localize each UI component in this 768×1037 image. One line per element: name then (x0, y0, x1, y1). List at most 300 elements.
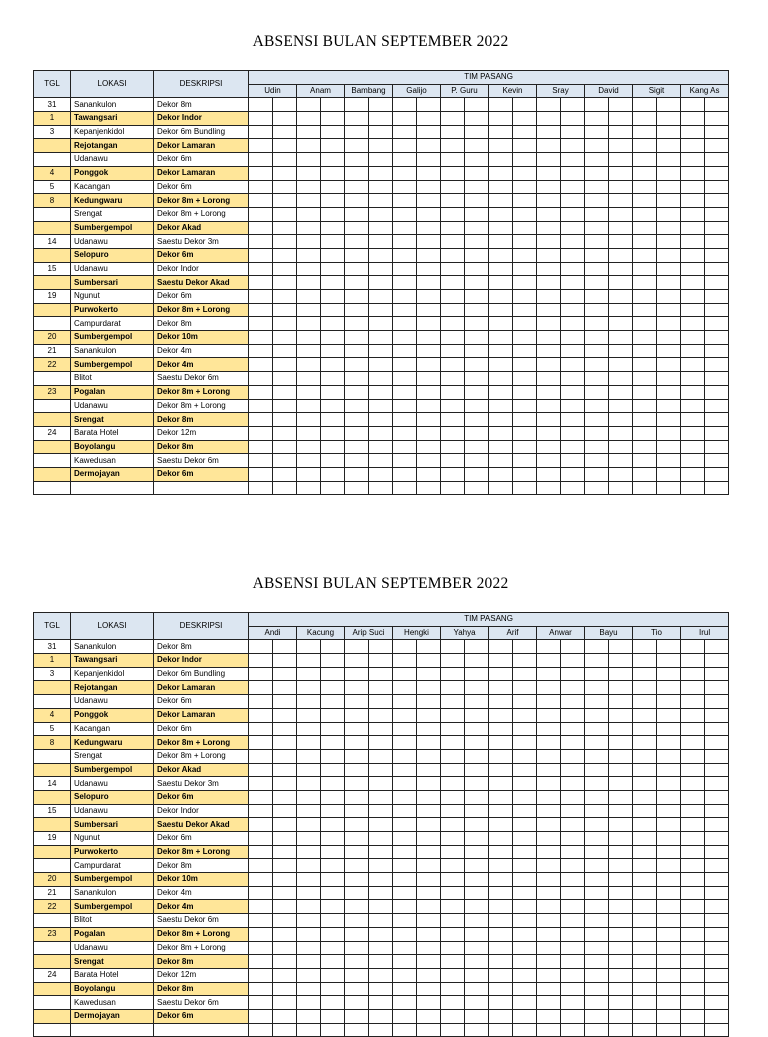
attendance-cell[interactable] (249, 968, 273, 982)
attendance-cell[interactable] (465, 955, 489, 969)
attendance-cell[interactable] (705, 344, 729, 358)
attendance-cell[interactable] (273, 481, 297, 495)
attendance-cell[interactable] (273, 454, 297, 468)
attendance-cell[interactable] (417, 736, 441, 750)
attendance-cell[interactable] (465, 125, 489, 139)
attendance-cell[interactable] (705, 467, 729, 481)
attendance-cell[interactable] (657, 276, 681, 290)
attendance-cell[interactable] (537, 968, 561, 982)
attendance-cell[interactable] (465, 695, 489, 709)
attendance-cell[interactable] (537, 790, 561, 804)
attendance-cell[interactable] (345, 955, 369, 969)
attendance-cell[interactable] (489, 303, 513, 317)
attendance-cell[interactable] (345, 873, 369, 887)
attendance-cell[interactable] (369, 290, 393, 304)
attendance-cell[interactable] (369, 221, 393, 235)
attendance-cell[interactable] (657, 139, 681, 153)
attendance-cell[interactable] (417, 454, 441, 468)
attendance-cell[interactable] (417, 317, 441, 331)
attendance-cell[interactable] (297, 859, 321, 873)
attendance-cell[interactable] (633, 98, 657, 112)
attendance-cell[interactable] (489, 667, 513, 681)
attendance-cell[interactable] (633, 290, 657, 304)
attendance-cell[interactable] (585, 180, 609, 194)
attendance-cell[interactable] (489, 845, 513, 859)
attendance-cell[interactable] (393, 955, 417, 969)
attendance-cell[interactable] (321, 955, 345, 969)
attendance-cell[interactable] (345, 290, 369, 304)
attendance-cell[interactable] (681, 303, 705, 317)
attendance-cell[interactable] (537, 749, 561, 763)
attendance-cell[interactable] (585, 262, 609, 276)
attendance-cell[interactable] (513, 112, 537, 126)
attendance-cell[interactable] (633, 426, 657, 440)
attendance-cell[interactable] (561, 426, 585, 440)
attendance-cell[interactable] (345, 139, 369, 153)
attendance-cell[interactable] (345, 98, 369, 112)
attendance-cell[interactable] (441, 166, 465, 180)
attendance-cell[interactable] (297, 736, 321, 750)
attendance-cell[interactable] (609, 180, 633, 194)
attendance-cell[interactable] (585, 804, 609, 818)
attendance-cell[interactable] (681, 262, 705, 276)
attendance-cell[interactable] (297, 385, 321, 399)
attendance-cell[interactable] (417, 763, 441, 777)
attendance-cell[interactable] (609, 413, 633, 427)
attendance-cell[interactable] (345, 276, 369, 290)
attendance-cell[interactable] (489, 695, 513, 709)
attendance-cell[interactable] (657, 372, 681, 386)
attendance-cell[interactable] (249, 996, 273, 1010)
attendance-cell[interactable] (657, 98, 681, 112)
attendance-cell[interactable] (321, 859, 345, 873)
attendance-cell[interactable] (369, 886, 393, 900)
attendance-cell[interactable] (417, 804, 441, 818)
attendance-cell[interactable] (489, 98, 513, 112)
attendance-cell[interactable] (465, 968, 489, 982)
attendance-cell[interactable] (345, 1009, 369, 1023)
attendance-cell[interactable] (681, 358, 705, 372)
attendance-cell[interactable] (657, 914, 681, 928)
attendance-cell[interactable] (561, 749, 585, 763)
attendance-cell[interactable] (657, 153, 681, 167)
attendance-cell[interactable] (681, 722, 705, 736)
attendance-cell[interactable] (441, 454, 465, 468)
attendance-cell[interactable] (633, 481, 657, 495)
attendance-cell[interactable] (297, 221, 321, 235)
attendance-cell[interactable] (369, 358, 393, 372)
attendance-cell[interactable] (345, 303, 369, 317)
attendance-cell[interactable] (345, 736, 369, 750)
attendance-cell[interactable] (681, 194, 705, 208)
attendance-cell[interactable] (465, 667, 489, 681)
attendance-cell[interactable] (369, 426, 393, 440)
attendance-cell[interactable] (609, 927, 633, 941)
attendance-cell[interactable] (633, 873, 657, 887)
attendance-cell[interactable] (249, 153, 273, 167)
attendance-cell[interactable] (633, 695, 657, 709)
attendance-cell[interactable] (609, 153, 633, 167)
attendance-cell[interactable] (465, 777, 489, 791)
attendance-cell[interactable] (633, 166, 657, 180)
attendance-cell[interactable] (609, 262, 633, 276)
attendance-cell[interactable] (321, 98, 345, 112)
attendance-cell[interactable] (585, 736, 609, 750)
attendance-cell[interactable] (489, 681, 513, 695)
attendance-cell[interactable] (249, 818, 273, 832)
attendance-cell[interactable] (489, 399, 513, 413)
attendance-cell[interactable] (417, 968, 441, 982)
attendance-cell[interactable] (273, 467, 297, 481)
attendance-cell[interactable] (513, 982, 537, 996)
attendance-cell[interactable] (537, 654, 561, 668)
attendance-cell[interactable] (705, 221, 729, 235)
attendance-cell[interactable] (345, 763, 369, 777)
attendance-cell[interactable] (633, 413, 657, 427)
attendance-cell[interactable] (705, 331, 729, 345)
attendance-cell[interactable] (297, 180, 321, 194)
attendance-cell[interactable] (489, 344, 513, 358)
attendance-cell[interactable] (705, 832, 729, 846)
attendance-cell[interactable] (633, 777, 657, 791)
attendance-cell[interactable] (657, 194, 681, 208)
attendance-cell[interactable] (297, 426, 321, 440)
attendance-cell[interactable] (249, 749, 273, 763)
attendance-cell[interactable] (681, 873, 705, 887)
attendance-cell[interactable] (297, 481, 321, 495)
attendance-cell[interactable] (249, 695, 273, 709)
attendance-cell[interactable] (393, 845, 417, 859)
attendance-cell[interactable] (705, 440, 729, 454)
attendance-cell[interactable] (393, 276, 417, 290)
attendance-cell[interactable] (585, 996, 609, 1010)
attendance-cell[interactable] (417, 886, 441, 900)
attendance-cell[interactable] (537, 112, 561, 126)
attendance-cell[interactable] (297, 399, 321, 413)
attendance-cell[interactable] (249, 982, 273, 996)
attendance-cell[interactable] (441, 125, 465, 139)
attendance-cell[interactable] (465, 804, 489, 818)
attendance-cell[interactable] (537, 667, 561, 681)
attendance-cell[interactable] (345, 235, 369, 249)
attendance-cell[interactable] (417, 914, 441, 928)
attendance-cell[interactable] (369, 440, 393, 454)
attendance-cell[interactable] (321, 790, 345, 804)
attendance-cell[interactable] (345, 640, 369, 654)
attendance-cell[interactable] (297, 303, 321, 317)
attendance-cell[interactable] (297, 790, 321, 804)
attendance-cell[interactable] (681, 276, 705, 290)
attendance-cell[interactable] (537, 303, 561, 317)
attendance-cell[interactable] (345, 166, 369, 180)
attendance-cell[interactable] (321, 736, 345, 750)
attendance-cell[interactable] (705, 968, 729, 982)
attendance-cell[interactable] (441, 262, 465, 276)
attendance-cell[interactable] (561, 207, 585, 221)
attendance-cell[interactable] (465, 654, 489, 668)
attendance-cell[interactable] (513, 440, 537, 454)
attendance-cell[interactable] (537, 221, 561, 235)
attendance-cell[interactable] (321, 996, 345, 1010)
attendance-cell[interactable] (513, 955, 537, 969)
attendance-cell[interactable] (465, 982, 489, 996)
attendance-cell[interactable] (345, 413, 369, 427)
attendance-cell[interactable] (537, 426, 561, 440)
attendance-cell[interactable] (369, 832, 393, 846)
attendance-cell[interactable] (561, 454, 585, 468)
attendance-cell[interactable] (393, 804, 417, 818)
attendance-cell[interactable] (465, 481, 489, 495)
attendance-cell[interactable] (417, 722, 441, 736)
attendance-cell[interactable] (633, 1009, 657, 1023)
attendance-cell[interactable] (633, 331, 657, 345)
attendance-cell[interactable] (441, 221, 465, 235)
attendance-cell[interactable] (537, 194, 561, 208)
attendance-cell[interactable] (585, 859, 609, 873)
attendance-cell[interactable] (633, 1023, 657, 1037)
attendance-cell[interactable] (321, 235, 345, 249)
attendance-cell[interactable] (393, 681, 417, 695)
attendance-cell[interactable] (417, 873, 441, 887)
attendance-cell[interactable] (249, 927, 273, 941)
attendance-cell[interactable] (513, 207, 537, 221)
attendance-cell[interactable] (561, 982, 585, 996)
attendance-cell[interactable] (417, 1023, 441, 1037)
attendance-cell[interactable] (369, 344, 393, 358)
attendance-cell[interactable] (537, 859, 561, 873)
attendance-cell[interactable] (561, 695, 585, 709)
attendance-cell[interactable] (561, 317, 585, 331)
attendance-cell[interactable] (393, 221, 417, 235)
attendance-cell[interactable] (489, 927, 513, 941)
attendance-cell[interactable] (249, 804, 273, 818)
attendance-cell[interactable] (489, 180, 513, 194)
attendance-cell[interactable] (561, 859, 585, 873)
attendance-cell[interactable] (609, 695, 633, 709)
attendance-cell[interactable] (249, 344, 273, 358)
attendance-cell[interactable] (465, 358, 489, 372)
attendance-cell[interactable] (609, 331, 633, 345)
attendance-cell[interactable] (393, 98, 417, 112)
attendance-cell[interactable] (633, 968, 657, 982)
attendance-cell[interactable] (321, 303, 345, 317)
attendance-cell[interactable] (489, 481, 513, 495)
attendance-cell[interactable] (561, 736, 585, 750)
attendance-cell[interactable] (345, 248, 369, 262)
attendance-cell[interactable] (609, 832, 633, 846)
attendance-cell[interactable] (393, 317, 417, 331)
attendance-cell[interactable] (585, 413, 609, 427)
attendance-cell[interactable] (681, 640, 705, 654)
attendance-cell[interactable] (273, 749, 297, 763)
attendance-cell[interactable] (393, 708, 417, 722)
attendance-cell[interactable] (369, 736, 393, 750)
attendance-cell[interactable] (585, 790, 609, 804)
attendance-cell[interactable] (297, 331, 321, 345)
attendance-cell[interactable] (537, 180, 561, 194)
attendance-cell[interactable] (441, 426, 465, 440)
attendance-cell[interactable] (705, 413, 729, 427)
attendance-cell[interactable] (681, 845, 705, 859)
attendance-cell[interactable] (369, 248, 393, 262)
attendance-cell[interactable] (585, 640, 609, 654)
attendance-cell[interactable] (633, 722, 657, 736)
attendance-cell[interactable] (345, 1023, 369, 1037)
attendance-cell[interactable] (465, 640, 489, 654)
attendance-cell[interactable] (633, 262, 657, 276)
attendance-cell[interactable] (609, 914, 633, 928)
attendance-cell[interactable] (633, 667, 657, 681)
attendance-cell[interactable] (633, 818, 657, 832)
attendance-cell[interactable] (633, 112, 657, 126)
attendance-cell[interactable] (489, 413, 513, 427)
attendance-cell[interactable] (441, 695, 465, 709)
attendance-cell[interactable] (585, 112, 609, 126)
attendance-cell[interactable] (273, 385, 297, 399)
attendance-cell[interactable] (585, 914, 609, 928)
attendance-cell[interactable] (249, 832, 273, 846)
attendance-cell[interactable] (681, 695, 705, 709)
attendance-cell[interactable] (705, 399, 729, 413)
attendance-cell[interactable] (369, 845, 393, 859)
attendance-cell[interactable] (273, 736, 297, 750)
attendance-cell[interactable] (345, 262, 369, 276)
attendance-cell[interactable] (249, 426, 273, 440)
attendance-cell[interactable] (561, 845, 585, 859)
attendance-cell[interactable] (513, 262, 537, 276)
attendance-cell[interactable] (609, 290, 633, 304)
attendance-cell[interactable] (489, 941, 513, 955)
attendance-cell[interactable] (513, 139, 537, 153)
attendance-cell[interactable] (585, 125, 609, 139)
attendance-cell[interactable] (393, 112, 417, 126)
attendance-cell[interactable] (609, 790, 633, 804)
attendance-cell[interactable] (657, 749, 681, 763)
attendance-cell[interactable] (537, 331, 561, 345)
attendance-cell[interactable] (657, 927, 681, 941)
attendance-cell[interactable] (537, 248, 561, 262)
attendance-cell[interactable] (657, 873, 681, 887)
attendance-cell[interactable] (417, 248, 441, 262)
attendance-cell[interactable] (561, 927, 585, 941)
attendance-cell[interactable] (609, 344, 633, 358)
attendance-cell[interactable] (417, 139, 441, 153)
attendance-cell[interactable] (489, 654, 513, 668)
attendance-cell[interactable] (417, 276, 441, 290)
attendance-cell[interactable] (417, 681, 441, 695)
attendance-cell[interactable] (633, 440, 657, 454)
attendance-cell[interactable] (369, 722, 393, 736)
attendance-cell[interactable] (633, 153, 657, 167)
attendance-cell[interactable] (369, 166, 393, 180)
attendance-cell[interactable] (513, 454, 537, 468)
attendance-cell[interactable] (537, 166, 561, 180)
attendance-cell[interactable] (321, 413, 345, 427)
attendance-cell[interactable] (249, 654, 273, 668)
attendance-cell[interactable] (249, 454, 273, 468)
attendance-cell[interactable] (465, 153, 489, 167)
attendance-cell[interactable] (489, 276, 513, 290)
attendance-cell[interactable] (465, 399, 489, 413)
attendance-cell[interactable] (369, 777, 393, 791)
attendance-cell[interactable] (345, 358, 369, 372)
attendance-cell[interactable] (585, 763, 609, 777)
attendance-cell[interactable] (441, 996, 465, 1010)
attendance-cell[interactable] (321, 749, 345, 763)
attendance-cell[interactable] (297, 1023, 321, 1037)
attendance-cell[interactable] (513, 832, 537, 846)
attendance-cell[interactable] (417, 194, 441, 208)
attendance-cell[interactable] (585, 344, 609, 358)
attendance-cell[interactable] (441, 749, 465, 763)
attendance-cell[interactable] (489, 736, 513, 750)
attendance-cell[interactable] (513, 467, 537, 481)
attendance-cell[interactable] (561, 303, 585, 317)
attendance-cell[interactable] (369, 207, 393, 221)
attendance-cell[interactable] (345, 654, 369, 668)
attendance-cell[interactable] (633, 982, 657, 996)
attendance-cell[interactable] (441, 235, 465, 249)
attendance-cell[interactable] (345, 399, 369, 413)
attendance-cell[interactable] (657, 982, 681, 996)
attendance-cell[interactable] (465, 467, 489, 481)
attendance-cell[interactable] (321, 968, 345, 982)
attendance-cell[interactable] (249, 440, 273, 454)
attendance-cell[interactable] (441, 873, 465, 887)
attendance-cell[interactable] (657, 832, 681, 846)
attendance-cell[interactable] (681, 777, 705, 791)
attendance-cell[interactable] (273, 98, 297, 112)
attendance-cell[interactable] (681, 331, 705, 345)
attendance-cell[interactable] (633, 372, 657, 386)
attendance-cell[interactable] (369, 372, 393, 386)
attendance-cell[interactable] (489, 139, 513, 153)
attendance-cell[interactable] (441, 180, 465, 194)
attendance-cell[interactable] (513, 180, 537, 194)
attendance-cell[interactable] (273, 125, 297, 139)
attendance-cell[interactable] (321, 276, 345, 290)
attendance-cell[interactable] (537, 722, 561, 736)
attendance-cell[interactable] (273, 112, 297, 126)
attendance-cell[interactable] (609, 235, 633, 249)
attendance-cell[interactable] (321, 207, 345, 221)
attendance-cell[interactable] (369, 996, 393, 1010)
attendance-cell[interactable] (657, 708, 681, 722)
attendance-cell[interactable] (345, 194, 369, 208)
attendance-cell[interactable] (585, 1023, 609, 1037)
attendance-cell[interactable] (705, 763, 729, 777)
attendance-cell[interactable] (297, 290, 321, 304)
attendance-cell[interactable] (561, 112, 585, 126)
attendance-cell[interactable] (705, 454, 729, 468)
attendance-cell[interactable] (681, 385, 705, 399)
attendance-cell[interactable] (633, 358, 657, 372)
attendance-cell[interactable] (393, 248, 417, 262)
attendance-cell[interactable] (681, 153, 705, 167)
attendance-cell[interactable] (441, 413, 465, 427)
attendance-cell[interactable] (465, 372, 489, 386)
attendance-cell[interactable] (609, 749, 633, 763)
attendance-cell[interactable] (705, 139, 729, 153)
attendance-cell[interactable] (513, 640, 537, 654)
attendance-cell[interactable] (297, 763, 321, 777)
attendance-cell[interactable] (705, 426, 729, 440)
attendance-cell[interactable] (417, 399, 441, 413)
attendance-cell[interactable] (417, 982, 441, 996)
attendance-cell[interactable] (633, 640, 657, 654)
attendance-cell[interactable] (417, 358, 441, 372)
attendance-cell[interactable] (657, 166, 681, 180)
